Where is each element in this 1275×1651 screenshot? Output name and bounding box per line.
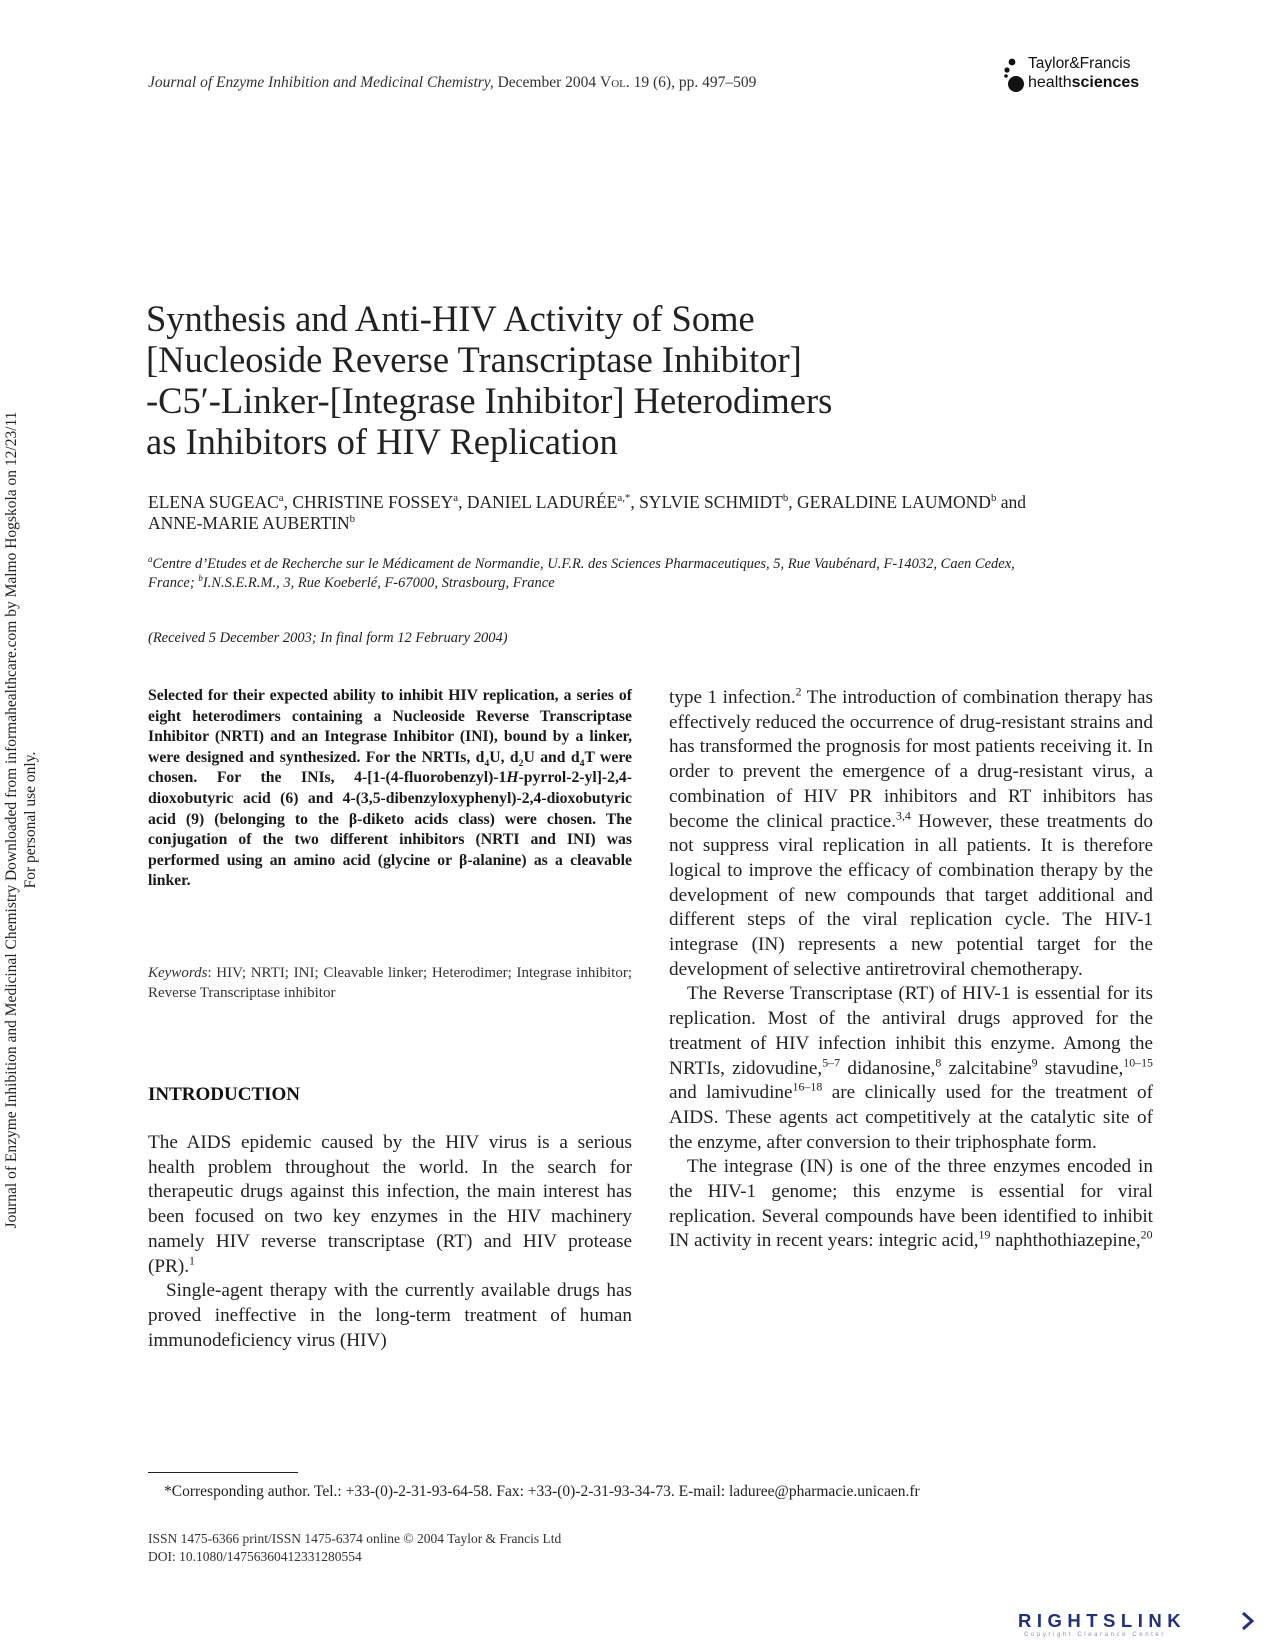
download-stamp: [2, 380, 46, 1260]
body-left-column: [148, 1131, 632, 1353]
publisher-imprint: healthsciences: [1028, 74, 1140, 91]
download-stamp-line1: Journal of Enzyme Inhibition and Medicinal Chemistry Downloaded from informahealthcare.com by Malmo Hogskola on 12/23/11: [3, 411, 20, 1229]
title-line: Synthesis and Anti-HIV Activity of Some: [146, 298, 755, 339]
title-line: -C5′-Linker-[Integrase Inhibitor] Heterodimers: [146, 380, 833, 421]
paragraph: The Reverse Transcriptase (RT) of HIV-1 is essential for its replication. Most of the antiviral drugs approved for the treatment of HIV infection inhibit this enzyme. Among the NRTIs, zidovudine,$^{5-7}$ didanosine,$^8$ zalcitabine$^9$ stavudine,$^{10-15}$ and lamivudine$^{16-18}$ are clinically used for the treatment of AIDS. These agents act competitively at the catalytic site of the enzyme, after conversion to their triphosphate form.: [669, 983, 1153, 1153]
keywords-label: Keywords: [148, 965, 208, 981]
paragraph: type 1 infection.$^2$ The introduction of combination therapy has effectively reduced the occurrence of drug-resistant strains and has transformed the prognosis for most patients receiving it. In order to prevent the emergence of a drug-resistant virus, a combination of HIV PR inhibitors and RT inhibitors has become the clinical practice.$^{3,4}$ However, these treatments do not suppress viral replication in all patients. It is therefore logical to improve the efficacy of combination therapy by the development of new compounds that target additional and different steps of the viral replication cycle. The HIV-1 integrase (IN) represents a new potential target for the development of selective antiretroviral chemotherapy.: [669, 684, 1153, 980]
keywords: Keywords: HIV; NRTI; INI; Cleavable linker; Heterodimer; Integrase inhibitor; Reverse Transcriptase inhibitor: [148, 965, 632, 1001]
article-title: [146, 298, 1046, 462]
volume-label: Vol.: [600, 74, 630, 91]
publisher-logo: [1002, 55, 1157, 95]
doi: DOI: 10.1080/14756360412331280554: [148, 1549, 362, 1564]
rightslink-wordmark: RIGHTSLINK: [1018, 1610, 1187, 1631]
issn: ISSN 1475-6366 print/ISSN 1475-6374 online © 2004 Taylor & Francis Ltd: [148, 1531, 562, 1546]
publisher-name: Taylor&Francis: [1028, 55, 1131, 72]
corresponding-author-note: *Corresponding author. Tel.: +33-(0)-2-31-93-64-58. Fax: +33-(0)-2-31-93-34-73. E-mail: laduree@pharmacie.unicaen.fr: [164, 1483, 920, 1500]
paragraph: Single-agent therapy with the currently available drugs has proved ineffective in the long-term treatment of human immunodeficiency virus (HIV): [148, 1280, 632, 1351]
body-right-column: [669, 686, 1153, 1254]
abstract: Selected for their expected ability to inhibit HIV replication, a series of eight heterodimers containing a Nucleoside Reverse Transcriptase Inhibitor (NRTI) and an Integrase Inhibitor (INI), bound by a linker, were designed and synthesized. For the NRTIs, $d_4U$, $d_2U$ and $d_4T$ were chosen. For the INIs, 4-[1-(4-fluorobenzyl)-1H-pyrrol-2-yl]-2,4-dioxobutyric acid (6) and 4-(3,5-dibenzyloxyphenyl)-2,4-dioxobutyric acid (9) (belonging to the β-diketo acids class) were chosen. The conjugation of the two different inhibitors (NRTI and INI) was performed using an amino acid (glycine or β-alanine) as a cleavable linker.: [148, 687, 632, 890]
author-list: ELENA SUGEAC$^a$, CHRISTINE FOSSEY$^a$, DANIEL $LADURÉE^{a,*}$, SYLVIE SCHMIDT$^b$, GERALDINE LAUMOND$^b$ and ANNE-MARIE AUBERTIN$^b$: [148, 492, 1027, 533]
rightslink-logo[interactable]: [1018, 1610, 1258, 1642]
section-heading-introduction: INTRODUCTION: [148, 1084, 301, 1105]
publication-info: [148, 1530, 561, 1566]
page-range: 19 (6), pp. 497–509: [633, 74, 757, 91]
journal-citation: [148, 74, 756, 92]
paragraph: The AIDS epidemic caused by the HIV virus is a serious health problem throughout the world. In the search for therapeutic drugs against this infection, the main interest has been focused on two key enzymes in the HIV machinery namely HIV reverse transcriptase (RT) and HIV protease (PR).$^1$: [148, 1132, 632, 1277]
rightslink-arrow-icon: [1240, 1611, 1256, 1631]
rightslink-tagline: Copyright Clearance Center: [1024, 1632, 1166, 1638]
issue-date: December 2004: [497, 74, 597, 91]
title-line: [Nucleoside Reverse Transcriptase Inhibitor]: [146, 339, 802, 380]
download-stamp-line2: For personal use only.: [22, 751, 39, 889]
received-dates: (Received 5 December 2003; In final form 12 February 2004): [148, 630, 508, 646]
footnote-divider: [148, 1472, 298, 1473]
journal-name: Journal of Enzyme Inhibition and Medicinal Chemistry,: [148, 74, 494, 91]
publisher-logo-mark: [1002, 57, 1026, 93]
paragraph: The integrase (IN) is one of the three enzymes encoded in the HIV-1 genome; this enzyme is essential for viral replication. Several compounds have been identified to inhibit IN activity in recent years: integric acid,$^{19}$ naphthothiazepine,$^{20}$: [669, 1156, 1153, 1252]
affiliations: $^a$Centre d’Etudes et de Recherche sur le Médicament de Normandie, U.F.R. des Sciences Pharmaceutiques, 5, Rue Vaubénard, F-14032, Caen Cedex, France; $^b$I.N.S.E.R.M., 3, Rue Koeberlé, F-67000, Strasbourg, France: [148, 554, 1015, 591]
title-line: as Inhibitors of HIV Replication: [146, 421, 618, 462]
